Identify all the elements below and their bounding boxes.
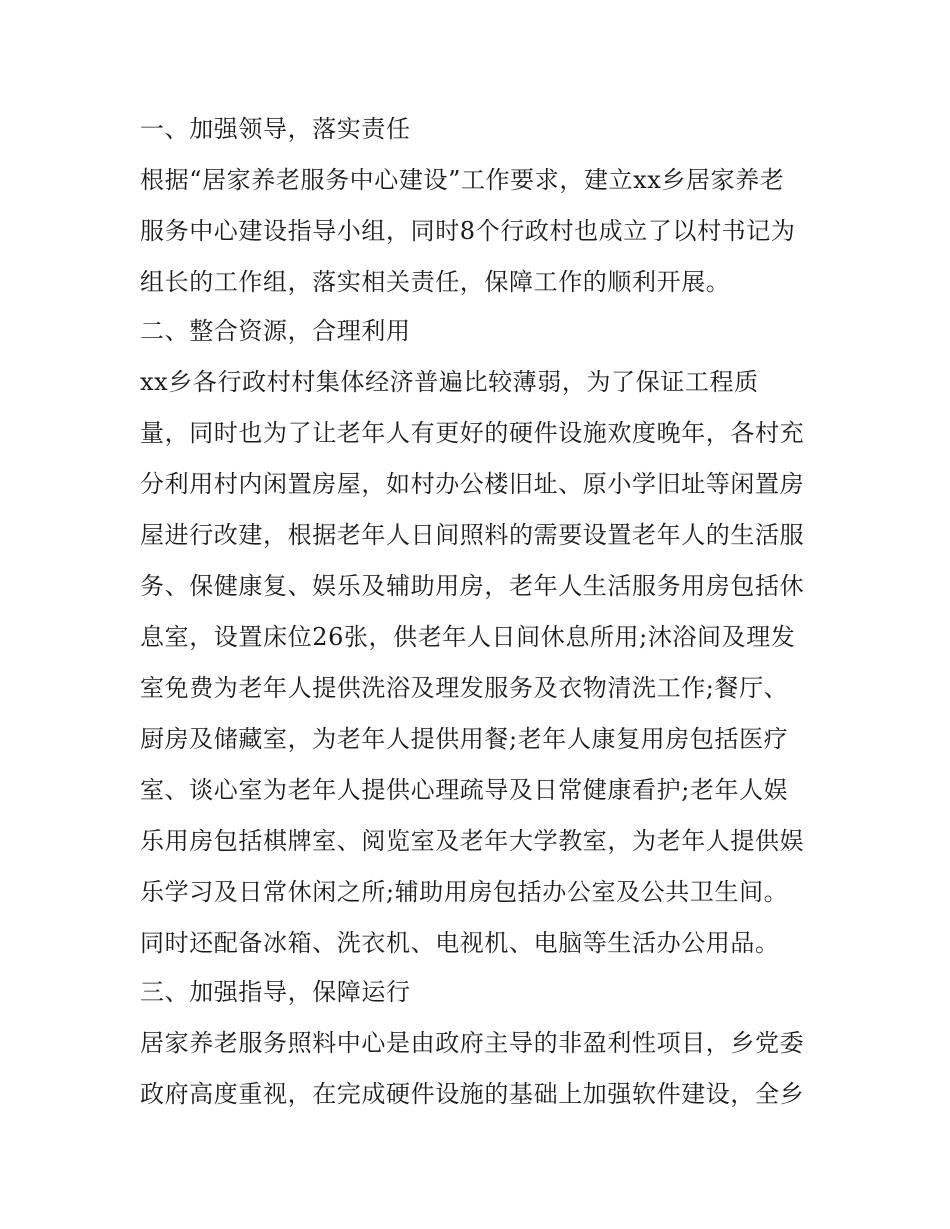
paragraph-line: 屋进行改建，根据老年人日间照料的需要设置老年人的生活服 xyxy=(140,521,805,549)
paragraph-line: 分利用村内闲置房屋，如村办公楼旧址、原小学旧址等闲置房 xyxy=(140,470,805,498)
heading-1: 一、加强领导，落实责任 xyxy=(140,115,411,143)
paragraph-line: 同时还配备冰箱、洗衣机、电视机、电脑等生活办公用品。 xyxy=(140,929,780,957)
paragraph-line: 息室，设置床位26张，供老年人日间休息所用;沐浴间及理发 xyxy=(140,623,796,651)
paragraph-line: 政府高度重视，在完成硬件设施的基础上加强软件建设，全乡 xyxy=(140,1080,805,1108)
heading-2: 二、整合资源，合理利用 xyxy=(140,317,411,345)
paragraph-line: 乐用房包括棋牌室、阅览室及老年大学教室，为老年人提供娱 xyxy=(140,827,805,855)
paragraph-line: 量，同时也为了让老年人有更好的硬件设施欢度晚年，各村充 xyxy=(140,419,805,447)
paragraph-line: 室免费为老年人提供洗浴及理发服务及衣物清洗工作;餐厅、 xyxy=(140,674,789,702)
paragraph-line: 居家养老服务照料中心是由政府主导的非盈利性项目，乡党委 xyxy=(140,1029,805,1057)
paragraph-line: xx乡各行政村村集体经济普遍比较薄弱，为了保证工程质 xyxy=(140,368,759,396)
paragraph-line: 组长的工作组，落实相关责任，保障工作的顺利开展。 xyxy=(140,268,731,296)
heading-3: 三、加强指导，保障运行 xyxy=(140,978,411,1006)
paragraph-line: 根据“居家养老服务中心建设”工作要求，建立xx乡居家养老 xyxy=(140,166,785,194)
paragraph-line: 室、谈心室为老年人提供心理疏导及日常健康看护;老年人娱 xyxy=(140,776,789,804)
paragraph-line: 服务中心建设指导小组，同时8个行政村也成立了以村书记为 xyxy=(140,217,796,245)
paragraph-line: 厨房及储藏室，为老年人提供用餐;老年人康复用房包括医疗 xyxy=(140,725,789,753)
paragraph-line: 务、保健康复、娱乐及辅助用房，老年人生活服务用房包括休 xyxy=(140,572,805,600)
paragraph-line: 乐学习及日常休闲之所;辅助用房包括办公室及公共卫生间。 xyxy=(140,878,789,906)
